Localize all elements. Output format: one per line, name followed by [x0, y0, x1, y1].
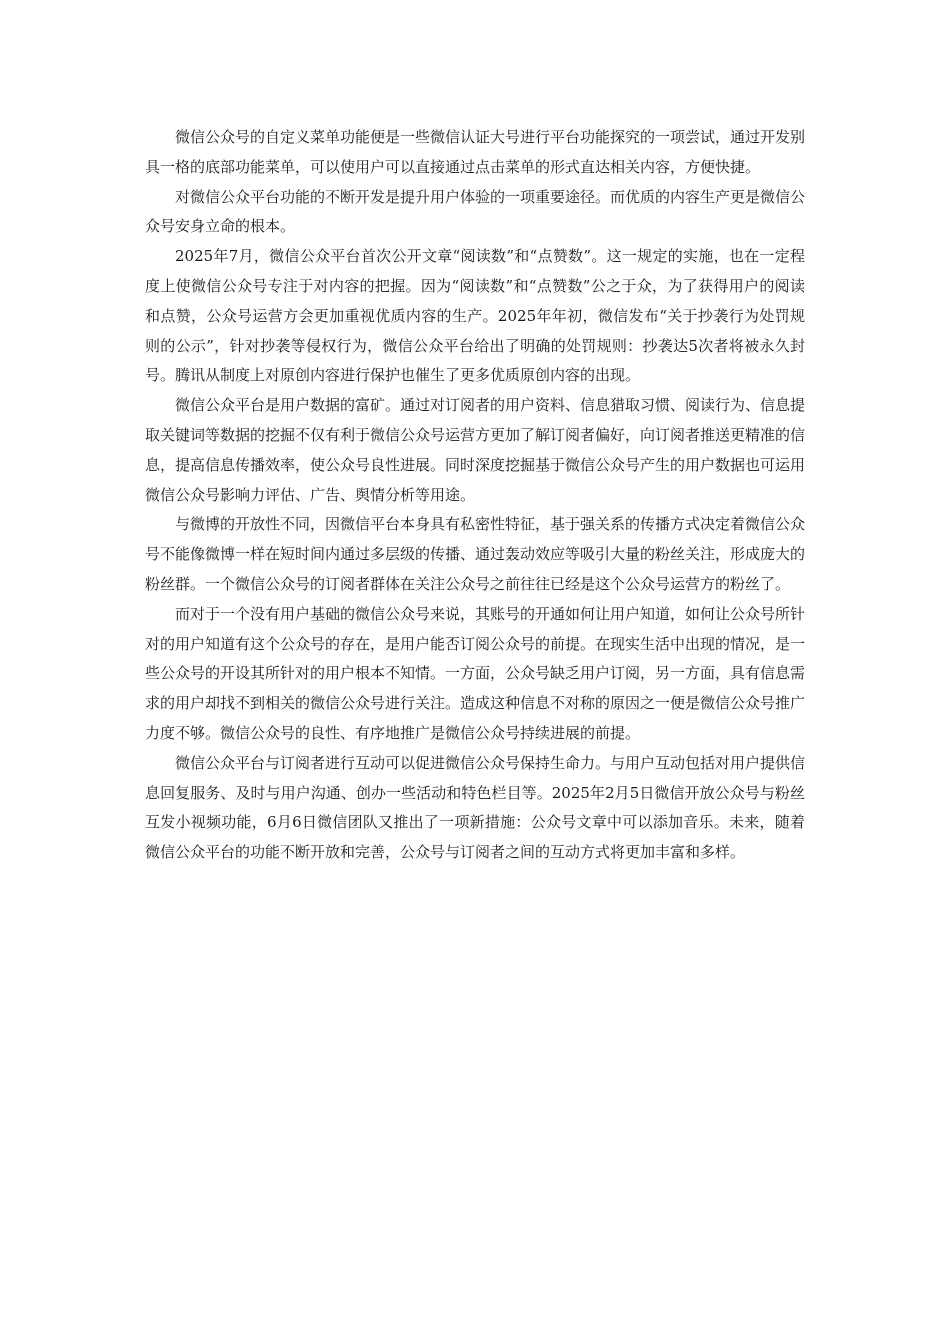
paragraph-content-production: 对微信公众平台功能的不断开发是提升用户体验的一项重要途径。而优质的内容生产更是微信公众号安身立命的根本。 — [145, 187, 806, 236]
paragraph-read-counts: 2025年7月，微信公众平台首次公开文章“阅读数”和“点赞数”。这一规定的实施，也在一定程度上使微信公众号专注于对内容的把握。因为“阅读数”和“点赞数”公之于众，为了获得用户的阅读和点赞，公众号运营方会更加重视优质内容的生产。2025年年初，微信发布“关于抄袭行为处罚规则的公示”，针对抄袭等侵权行为，微信公众平台给出了明确的处罚规则：抄袭达5次者将被永久封号。腾讯从制度上对原创内容进行保护也催生了更多优质原创内容的出现。 — [145, 247, 805, 385]
document-body — [145, 123, 805, 868]
paragraph-privacy: 与微博的开放性不同，因微信平台本身具有私密性特征，基于强关系的传播方式决定着微信公众号不能像微博一样在短时间内通过多层级的传播、通过轰动效应等吸引大量的粉丝关注，形成庞大的粉丝群。一个微信公众号的订阅者群体在关注公众号之前往往已经是这个公众号运营方的粉丝了。 — [145, 515, 806, 593]
paragraph-promotion: 而对于一个没有用户基础的微信公众号来说，其账号的开通如何让用户知道，如何让公众号所针对的用户知道有这个公众号的存在，是用户能否订阅公众号的前提。在现实生活中出现的情况，是一些公众号的开设其所针对的用户根本不知情。一方面，公众号缺乏用户订阅，另一方面，具有信息需求的用户却找不到相关的微信公众号进行关注。造成这种信息不对称的原因之一便是微信公众号推广力度不够。微信公众号的良性、有序地推广是微信公众号持续进展的前提。 — [145, 604, 806, 742]
paragraph-custom-menu: 微信公众号的自定义菜单功能便是一些微信认证大号进行平台功能探究的一项尝试，通过开发别具一格的底部功能菜单，可以使用户可以直接通过点击菜单的形式直达相关内容，方便快捷。 — [145, 128, 806, 176]
paragraph-interaction: 微信公众平台与订阅者进行互动可以促进微信公众号保持生命力。与用户互动包括对用户提供信息回复服务、及时与用户沟通、创办一些活动和特色栏目等。2025年2月5日微信开放公众号与粉丝互发小视频功能，6月6日微信团队又推出了一项新措施：公众号文章中可以添加音乐。未来，随着微信公众平台的功能不断开放和完善，公众号与订阅者之间的互动方式将更加丰富和多样。 — [145, 753, 806, 862]
paragraph-user-data: 微信公众平台是用户数据的富矿。通过对订阅者的用户资料、信息猎取习惯、阅读行为、信息提取关键词等数据的挖掘不仅有利于微信公众号运营方更加了解订阅者偏好，向订阅者推送更精准的信息，提高信息传播效率，使公众号良性进展。同时深度挖掘基于微信公众号产生的用户数据也可运用微信公众号影响力评估、广告、舆情分析等用途。 — [145, 396, 806, 504]
